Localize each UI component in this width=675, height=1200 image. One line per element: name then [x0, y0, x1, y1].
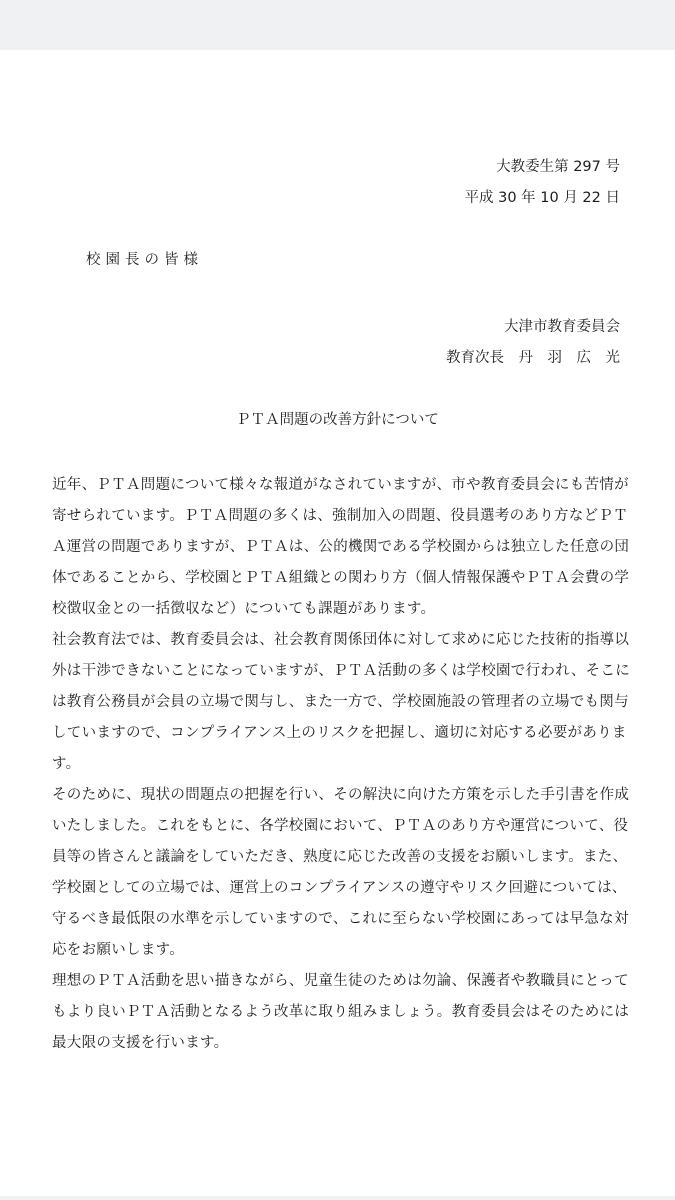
paragraph: 理想のＰＴＡ活動を思い描きながら、児童生徒のためは勿論、保護者や教職員にとってもより良いＰＴＡ活動となるよう改革に取り組みましょう。教育委員会はそのためには最大限の支援を行います。: [52, 973, 630, 1051]
sender-organization: 大津市教育委員会: [504, 319, 620, 335]
paragraph: 近年、ＰＴＡ問題について様々な報道がなされていますが、市や教育委員会にも苦情が寄せられています。ＰＴＡ問題の多くは、強制加入の問題、役員選考のあり方などＰＴＡ運営の問題でありますが、ＰＴＡは、公的機関である学校園からは独立した任意の団体であることから、学校園とＰＴＡ組織との関わり方（個人情報保護やＰＴＡ会費の学校徴収金との一括徴収など）についても課題があります。: [52, 477, 630, 617]
document-title: ＰＴＡ問題の改善方針について: [236, 412, 439, 428]
document-body: [52, 470, 632, 1059]
document-number: 大教委生第 297 号: [496, 159, 620, 175]
addressee: 校園長の皆様: [86, 252, 203, 268]
paragraph: 社会教育法では、教育委員会は、社会教育関係団体に対して求めに応じた技術的指導以外は干渉できないことになっていますが、ＰＴＡ活動の多くは学校園で行われ、そこには教育公務員が会員の立場で関与し、また一方で、学校園施設の管理者の立場でも関与していますので、コンプライアンス上のリスクを把握し、適切に対応する必要があります。: [52, 632, 631, 772]
paragraph: そのために、現状の問題点の把握を行い、その解決に向けた方策を示した手引書を作成いたしました。これをもとに、各学校園において、ＰＴＡのあり方や運営について、役員等の皆さんと議論をしていただき、熟度に応じた改善の支援をお願いします。また、学校園としての立場では、運営上のコンプライアンスの遵守やリスク回避については、守るべき最低限の水準を示していますので、これに至らない学校園にあっては早急な対応をお願いします。: [52, 787, 630, 958]
top-bar: [0, 0, 675, 50]
bottom-bar: [0, 1196, 675, 1200]
document-date: 平成 30 年 10 月 22 日: [464, 190, 620, 206]
sender-person: 教育次長 丹 羽 広 光: [446, 350, 620, 366]
